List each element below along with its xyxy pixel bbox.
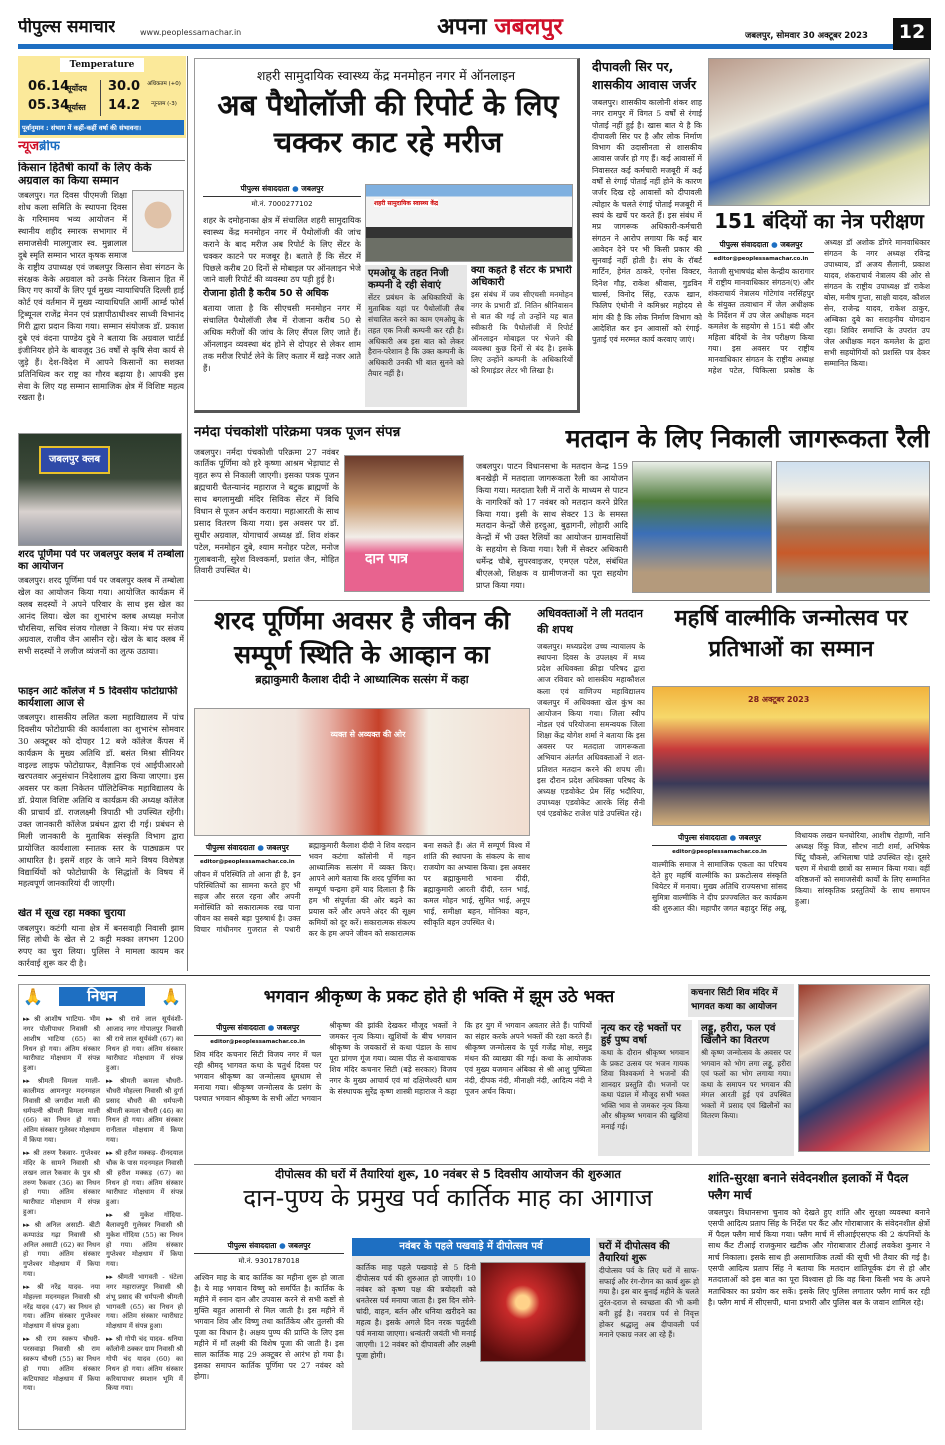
article-narmada bbox=[194, 425, 466, 595]
obituary-text: श्रीमती विमला माली- कालीमठ आमनपुर मदनमहल निवासी श्री जगदीश माली की धर्मपत्नी श्रीमती विमला माली (66) का निधन हो गया। अंतिम संस्कार गुलेस्वर मोक्षधाम में किया गया। bbox=[23, 1077, 100, 1145]
article-flagmarch bbox=[708, 1170, 930, 1430]
weather-box bbox=[18, 56, 186, 138]
deepotsav-box bbox=[352, 1238, 590, 1430]
headline: महर्षि वाल्मीकि जन्मोत्सव पर प्रतिभाओं का सम्मान bbox=[674, 606, 908, 662]
portrait-photo bbox=[132, 190, 184, 252]
obituary-text: श्री तरुण रैकवार- गुप्तेश्वर मंदिर के सामने निवासी श्री लखन लाल रैकवार के पुत्र श्री तरुण रैकवार (36) का निधन हो गया। अंतिम संस्कार ग्वारीघाट मोक्षधाम में संपन्न हुआ। bbox=[23, 1148, 100, 1217]
obituary-item bbox=[23, 1149, 100, 1218]
website-link[interactable]: www.peoplessamachar.in bbox=[140, 28, 242, 37]
byline-name: पीपुल्स संवाददाता bbox=[216, 1023, 266, 1032]
dot-icon: ● bbox=[729, 833, 737, 842]
article-netra bbox=[708, 210, 930, 413]
obituary-item bbox=[23, 1283, 100, 1332]
obituary-item bbox=[106, 1015, 183, 1074]
article-body: जबलपुर। शासकीय कालोनी शंकर शाह नगर रामपुर में विगत 5 वर्षों से रंगाई पोताई नहीं हुई है। खास बात ये है कि दीपावली सिर पर है और लोक निर्माण विभाग की उदासीनता से शासकीय आवास जर्जर हो गए हैं। कई आवासों में निवासरत कई कर्मचारी मजबूरी में कई वर्षों से रंगाई पोताई नहीं होने के कारण जर्जर दिख रहे आवासों को दीपावली त्योहार के चलते रंगाई पोताई मजबूरी में स्वयं के खर्चे पर करते हैं। इस संबंध में मप्र जागरूक अधिकारी-कर्मचारी संगठन ने आरोप लगाया कि कई बार आवेदन देने पर भी किसी प्रकार की सुनवाई नहीं होती है। संघ के रॉबर्ट मार्टिन, हेमंत ठाकरे, एनोस विक्टर, दिनेश गौड़, राकेश श्रीवास, गुडविन चार्ल्स, विनोद सिंह, रऊफ खान, फिलिप एंथोनी ने कमिश्नर महोदय से मांग की है कि लोक निर्माण विभाग को आदेशित कर इन आवासों को रंगाई-पुताई एवं मरम्मत कार्य करवाए जाएं। bbox=[592, 98, 702, 345]
article-makka bbox=[18, 908, 184, 970]
reporter-email[interactable]: editor@peoplessamachar.co.in bbox=[713, 256, 809, 262]
weather-divider bbox=[100, 80, 101, 116]
article-tambola bbox=[18, 549, 184, 679]
arrow-icon: ▸▸ bbox=[23, 1077, 38, 1086]
min-temp: 14.2 bbox=[108, 99, 141, 113]
obituary-list bbox=[23, 1015, 183, 1425]
byline-name: पीपुल्स संवाददाता bbox=[719, 240, 769, 249]
headline: खेत में सूख रहा मक्का चुराया bbox=[18, 908, 126, 919]
article-body-2: बताया जाता है कि सीएचसी मनमोहन नगर में संचालित पैथोलॉजी लैब में रोजाना करीब 50 से अधिक मरीजों की जांच के लिए सैंपल लिए जाते हैं। ऑनलाइन व्यवस्था बंद होने से दोपहर से लेकर शाम तक मरीज रिपोर्ट लेने के लिए कतार में खड़े नजर आते हैं। bbox=[203, 303, 361, 373]
side-kicker: कचनार सिटी शिव मंदिर में भागवत कथा का आयोजन bbox=[688, 984, 794, 1017]
sunset-time: 05.34 bbox=[28, 99, 70, 113]
byline bbox=[194, 1023, 321, 1036]
headline: शांति-सुरक्षा बनाने संवेदनशील इलाकों में पैदल फ्लैग मार्च bbox=[708, 1171, 909, 1202]
article-body: जबलपुर। शासकीय ललित कला महाविद्यालय में पांच दिवसीय फोटोग्राफी की कार्यशाला का शुभारंभ सोमवार 30 अक्टूबर को दोपहर 12 बजे कॉलेज कैंपस में कार्यक्रम के मुख्य अतिथि डॉ. बसंत मिश्रा सीनियर वाइल्ड लाइफ फोटोग्राफर, वैज्ञानिक एवं आईपीआरओ खरपतवार अनुसंधान निदेशालय द्वारा किया जाएगा। इस अवसर पर कला निकेतन पॉलिटेक्निक महाविद्यालय के डॉ. प्रेयाल विशिष्ट अतिथि व कार्यक्रम की अध्यक्ष कॉलेज की प्राचार्य डॉ. राजलक्ष्मी त्रिपाठी भी उपस्थित रहेंगी। उक्त जानकारी कॉलेज प्रबंधन द्वारा दी गई। प्रबंधन से मिली जानकारी के मुताबिक संस्कृति विभाग द्वारा प्रायोजित कार्यशाला स्नातक स्तर के पाठ्यक्रम पर आधारित है। इसमें शहर के जाने माने विषय विशेषज्ञ विद्यार्थियों को फोटोग्राफी के सिद्धांतों के विषय में महत्वपूर्ण जानकारियां दी जाएगी। bbox=[18, 712, 184, 889]
article-body-4: इस संबंध में जब सीएचसी मनमोहन नगर के प्रभारी डॉ. नितिन श्रीनिवासन से बात की गई तो उन्होंने यह बात स्वीकारी कि पैथोलॉजी में रिपोर्ट ऑनलाइन मोबाइल पर भेजने की व्यवस्था कुछ दिनों से बंद है। इसके लिए उन्होंने कम्पनी के अधिकारियों को रिमाइंडर लेटर भी लिखा है। bbox=[471, 290, 573, 376]
sidebar-mou bbox=[365, 265, 467, 407]
reporter-phone: मो.नं. 9301787018 bbox=[238, 1257, 300, 1265]
reporter-email[interactable]: editor@peoplessamachar.co.in bbox=[199, 859, 295, 865]
article-body: जबलपुर। विधानसभा चुनाव को देखते हुए शांति और सुरक्षा व्यवस्था बनाने एसपी आदित्य प्रताप सिंह के निर्देश पर कैंट और गोराबाजार के संवेदनशील क्षेत्रों में पैदल फ्लैग मार्च किया गया। फ्लैग मार्च में सीआईएसएफ की 2 कंपनियों के साथ कैंट टीआई राजकुमार खटीक और गोराबाजार टीआई लवकेश कुमार ने मार्च निकाला। इसके साथ ही असामाजिक तत्वों की सूची भी तैयार की गई है। एसपी आदित्य प्रताप सिंह ने बताया कि मतदान शांतिपूर्वक ढंग से हो और मतदाताओं को इस बात का पूरा विश्वास हो कि वह बिना किसी भय के अपने मताधिकार का प्रयोग कर सकें। इसके लिए पुलिस लगातार फ्लैग मार्च कर रही है। फ्लैग मार्च में सीएसपी, थाना प्रभारी और पुलिस बल के जवान शामिल रहे। bbox=[708, 1207, 930, 1307]
article-awas bbox=[592, 58, 702, 413]
sidebar-pushp-varsha bbox=[598, 1020, 692, 1156]
issue-date: जबलपुर, सोमवार 30 अक्टूबर 2023 bbox=[745, 31, 868, 41]
arrow-icon: ▸▸ bbox=[23, 1282, 37, 1291]
article-body: अश्विन माह के बाद कार्तिक का महीना शुरू हो जाता है। ये माह भगवान विष्णु को समर्पित है। कार्तिक के महीने में स्नान दान और उपवास करने से सभी कष्टों से मुक्ति बहुत आसानी से मिल जाती है। इस महीने में भगवान शिव और विष्णु तथा कार्तिकेय और तुलसी की पूजा का विधान है। अक्षय पुण्य की प्राप्ति के लिए इस महीने में माँ लक्ष्मी की विशेष पूजा की जाती है। इस साल कार्तिक माह 29 अक्टूबर से आरंभ हो गया है। इसका समापन कार्तिक पूर्णिमा पर 27 नवंबर को होगा। bbox=[194, 1273, 344, 1381]
byline-city: जबलपुर bbox=[780, 240, 803, 249]
article-adhivakta bbox=[537, 606, 645, 964]
obituary-text: श्री मुकेश गोंदिया- बैलावपुरी गुलेस्वर निवासी श्री मुकेश गोंदिया (55) का निधन हो गया। अंतिम संस्कार गुप्तेश्वर मोक्षधाम में किया गया। bbox=[106, 1211, 183, 1269]
eye-camp-photo bbox=[708, 58, 930, 206]
article-pathology bbox=[194, 58, 580, 413]
article-columns bbox=[708, 237, 930, 407]
byline bbox=[194, 1241, 344, 1254]
obituary-item bbox=[106, 1077, 183, 1146]
headline: फाइन आर्ट कॉलेज में 5 दिवसीय फोटोग्राफी कार्यशाला आज से bbox=[18, 686, 178, 709]
obituary-text: श्री राम स्वरूप चौधरी- परसवाड़ा निवासी श्री राम स्वरूप चौधरी (55) का निधन हो गया। अंतिम संस्कार कटियाघाट मोक्षधाम में किया गया। bbox=[23, 1335, 100, 1393]
article-body: शिव मंदिर कचनार सिटी विजय नगर में चल रही श्रीमद् भागवत कथा के चतुर्थ दिवस पर भगवान श्रीकृष्ण का जन्मोत्सव धूमधाम से मनाया गया। श्रीकृष्ण जन्मोत्सव के प्रसंग के पश्चात भगवान श्रीकृष्ण के सभी ओंटा भगवान श्रीकृष्ण की झांकी देखकर मौजूद भक्तों ने जमकर नृत्य किया। खुशियों के बीच भगवान श्रीकृष्ण के जयकारों से कथा पंडाल के साथ पूरा प्रांगण गूंज गया। व्यास पीठ से कथावाचक शिव मंदिर कचनार सिटी (बड़े सरकार) विजय नगर के मुख्य आचार्य एवं मां दक्षिणेश्वरी धाम के संस्थापक सुरेंद्र कृष्ण शास्त्री महाराज ने कहा कि हर युग में भगवान अवतार लेते हैं। पापियों का संहार करके अपने भक्तों की रक्षा करते हैं। श्रीकृष्ण जन्मोत्सव के पूर्व गजेंद्र मोक्ष, समुद्र मंथन की व्याख्या की गई। कथा के आयोजक एवं मुख्य यजमान अंबिका से श्री आशु पुष्पिता नंदी, दीपक नंदी, मीनाक्षी नंदी, आदित्य नंदी ने पूजन अर्चन किया। bbox=[194, 1021, 592, 1103]
brief-rule bbox=[18, 160, 185, 161]
obituary-item bbox=[23, 1077, 100, 1146]
arrow-icon: ▸▸ bbox=[106, 1077, 120, 1086]
arrow-icon: ▸▸ bbox=[106, 1211, 124, 1220]
obituary-text: श्री अनिल असाटी- बीटी कम्पाउंड गढ़ा निवासी श्री अनिल असाटी (62) का निधन हो गया। अंतिम संस्कार गुप्तेश्वर मोक्षधाम में किया गया। bbox=[23, 1220, 101, 1279]
dot-icon: ● bbox=[257, 843, 264, 852]
rally-photo-1 bbox=[632, 461, 772, 593]
article-kartik bbox=[194, 1168, 702, 1430]
column-divider bbox=[187, 56, 188, 971]
article-fineart bbox=[18, 686, 184, 906]
newspaper-logo: पीपुल्स समाचार bbox=[18, 18, 116, 37]
arrow-icon: ▸▸ bbox=[23, 1335, 36, 1344]
photo-sign: दान पात्र bbox=[365, 551, 409, 567]
masthead-rule bbox=[18, 44, 893, 49]
weather-forecast: पूर्वानुमान : संभाग में कहीं-कहीं वर्षा की संभावना। bbox=[20, 120, 184, 135]
masthead bbox=[0, 0, 945, 50]
byline-city: जबलपुर bbox=[301, 184, 324, 193]
sunset-label: सूर्यास्त bbox=[66, 103, 86, 112]
obituary-box bbox=[18, 984, 186, 1430]
byline-city: जबलपुर bbox=[738, 833, 761, 842]
health-centre-photo bbox=[365, 184, 573, 262]
club-photo bbox=[18, 433, 182, 546]
section-rule-2 bbox=[194, 1164, 930, 1165]
obituary-header bbox=[19, 985, 185, 1011]
headline: मतदान के लिए निकाली जागरूकता रैली bbox=[565, 425, 930, 453]
sub-body: दीपोत्सव पर्व के लिए घरों में साफ-सफाई और रंग-रोगन का कार्य शुरू हो गया है। इस बार बुनाई महीने के चलते तुरंत-दराज से स्वच्छता की भी कमी बनी हुई है। नवरात्र पर्व से निवृत्त होकर श्रद्धालु अब दीपावली पर्व मनाने एकाग्र नजर आ रहे हैं। bbox=[599, 1266, 699, 1340]
subhead: घरों में दीपोत्सव की तैयारियां शुरू bbox=[599, 1241, 670, 1264]
article-body: जबलपुर। कटंगी थाना क्षेत्र में बनसवाही निवासी झाम सिंह लोधी के खेत से 2 कट्टी मक्का लगभग 1200 रुपए का चुरा लिया। पुलिस ने मामला कायम कर कार्रवाई शुरू कर दी है। bbox=[18, 922, 184, 969]
max-temp-label: अधिकतम (+0) bbox=[147, 81, 181, 87]
obituary-item bbox=[106, 1211, 183, 1270]
byline-city: जबलपुर bbox=[276, 1023, 300, 1032]
headline: 151 बंदियों का नेत्र परीक्षण bbox=[714, 210, 924, 233]
satsang-photo bbox=[194, 708, 530, 836]
sunrise-label: सूर्योदय bbox=[66, 84, 88, 93]
obituary-text: श्रीमती भागवती - घंटेला नगर महाराजपुर निवासी श्री शंभू प्रसाद की धर्मपत्नी श्रीमती भागवती (65) का निधन हो गया। अंतिम संस्कार ग्वारीघाट मोक्षधाम में संपन्न हुआ। bbox=[106, 1273, 183, 1331]
subhead: नृत्य कर रहे भक्तों पर हुई पुष्प वर्षा bbox=[601, 1023, 681, 1046]
folded-hands-icon: 🙏 bbox=[23, 987, 43, 1006]
left-col bbox=[203, 181, 361, 409]
section-title-part1: अपना bbox=[437, 14, 487, 40]
subhead: लड्डू, हरीरा, फल एवं खिलौने का वितरण bbox=[701, 1023, 776, 1046]
arrow-icon: ▸▸ bbox=[106, 1148, 116, 1157]
headline: दीपावली सिर पर, शासकीय आवास जर्जर bbox=[592, 59, 697, 92]
headline: नर्मदा पंचकोशी परिक्रमा पत्रक पूजन संपन्न bbox=[194, 425, 401, 440]
article-body: शहर के दमोहनाका क्षेत्र में संचालित शहरी सामुदायिक स्वास्थ्य केंद्र मनमोहन नगर में पैथोलॉजी की जांच कराने के बाद मरीज अब रिपोर्ट के लिए सेंटर के चक्कर काटने पर मजबूर है। बताते हैं कि सेंटर में पिछले करीब 20 दिनों से मोबाइल पर ऑनलाइन भेजे जाने वाली रिपोर्ट की व्यवस्था ठप पड़ी हुई है। bbox=[203, 215, 361, 285]
headline: भगवान श्रीकृष्ण के प्रकट होते ही भक्ति में झूम उठे भक्त bbox=[263, 987, 615, 1007]
arrow-icon: ▸▸ bbox=[23, 1220, 35, 1229]
obituary-text: श्रीमती कमला चौधरी- चौधरी मोहल्ला निवासी श्री दुर्गा प्रसाद चौधरी की धर्मपत्नी श्रीमती कमला चौधरी (46) का निधन हो गया। अंतिम संस्कार रानीताल मोक्षधाम में किया गया। bbox=[106, 1077, 183, 1145]
obituary-text: श्री नरेंद्र यादव- नया मोहल्ला मदनमहल निवासी श्री नरेंद्र यादव (47) का निधन हो गया। अंतिम संस्कार गुप्तेश्वर मोक्षधाम में संपन्न हुआ। bbox=[23, 1282, 100, 1331]
article-body-3: सेंटर प्रबंधन के अधिकारियों के मुताबिक यहां पर पैथोलॉजी लैब संचालित करने का काम एमओयू के तहत एक निजी कम्पनी कर रही है। अधिकारी अब इस बात को लेकर हैरान-परेशान है कि उक्त कम्पनी के अधिकारी उनकी भी बात सुनने को तैयार नहीं है। bbox=[368, 293, 464, 379]
section-rule bbox=[18, 975, 930, 976]
dot-icon: ● bbox=[771, 240, 778, 249]
puja-photo bbox=[344, 455, 464, 592]
banner-text: व्यक्त से अव्यक्त की ओर bbox=[330, 730, 406, 739]
banner-date: 28 अक्टूबर 2023 bbox=[748, 695, 810, 704]
rally-photo-2 bbox=[776, 461, 930, 593]
byline-city: जबलपुर bbox=[266, 843, 289, 852]
headline: दान-पुण्य के प्रमुख पर्व कार्तिक माह का आगाज bbox=[243, 1184, 653, 1213]
obituary-text: श्री हरीश मक्कड़- दीनदयाल चौक के पास मदनमहल निवासी श्री हरीश मक्कड़ (67) का निधन हो गया। अंतिम संस्कार ग्वारीघाट मोक्षधाम में संपन्न हुआ। bbox=[106, 1148, 183, 1207]
arrow-icon: ▸▸ bbox=[106, 1015, 119, 1023]
article-matdan bbox=[476, 425, 930, 595]
page-number: 12 bbox=[893, 18, 931, 50]
news-brief-part2: ब्रीफ bbox=[39, 140, 60, 154]
byline bbox=[194, 843, 301, 856]
sunrise-time: 06.14 bbox=[28, 80, 70, 94]
headline: किसान हितैषी कार्यों के लिए केके अग्रवाल का किया सम्मान bbox=[18, 162, 152, 187]
obituary-item bbox=[23, 1015, 100, 1074]
row-rule bbox=[194, 600, 930, 601]
obituary-item bbox=[23, 1221, 100, 1280]
article-columns bbox=[194, 1020, 592, 1156]
article-krishna bbox=[194, 984, 930, 1156]
article-body: जबलपुर। नर्मदा पंचकोशी परिक्रमा 27 नवंबर कार्तिक पूर्णिमा को हरे कृष्णा आश्रम भेड़ाघाट से वृहत रूप से निकाली जाएगी। इसका पत्रक पूजन ब्रह्मचारी चैतन्यानंद महाराज ने बटुक ब्राह्मणों के साथ बगलामुखी मंदिर सिविक सेंटर में विधि विधान से पूजन अर्चन कराया। महाआरती के साथ प्रसाद वितरण किया गया। इस अवसर पर डॉ. सुधीर अग्रवाल, योगाचार्य अध्यक्ष डॉ. शिव शंकर पटेल, मनमोहन दुबे, श्याम मनोहर पटेल, मनोज गुलाबवानी, सुरेश विश्वकर्मा, प्रशांत जैन, मोहित तिवारी उपस्थित थे। bbox=[194, 446, 339, 576]
bhagwat-katha-photo bbox=[798, 984, 930, 1152]
reporter-email[interactable]: editor@peoplessamachar.co.in bbox=[672, 849, 767, 855]
section-title-part2: जबलपुर bbox=[494, 14, 563, 40]
dot-icon: ● bbox=[292, 184, 299, 193]
article-body: जबलपुर। गत दिवस पीएमजी शिक्षा शोध कला समिति के स्थापना दिवस के गरिमामय भव्य आयोजन में स्थानीय शहीद स्मारक सभागार में समाजसेवी मालगुजार स्व. मुन्नालाल दुबे स्मृति सम्मान भारत कृषक समाज के राष्ट्रीय उपाध्यक्ष एवं जबलपुर किसान सेवा संगठन के संरक्षक केके अग्रवाल को उनके निरंतर किसान हित में किए गए कार्यों के लिए पूर्व मुख्य न्यायाधिपति दिल्ली हाई कोर्ट एवं वर्तमान में मुख्य न्यायाधिपति आर्मी आर्म्ड फोर्स ट्रिब्यूनल राजेंद्र मेनन एवं प्रज्ञापीठाधीश्वर साध्वी विभानंद गिरी द्वारा प्रदान किया गया। सम्मान संयोजक डॉ. प्रकाश दुबे एवं वंदना पाण्डेय दुबे ने बताया कि अग्रवाल चार्टर्ड इंजीनियर होने के बावजूद 36 वर्षों से कृषि सेवा कार्य से जुड़े हैं। देश-विदेश में आपने किसानों का सशक्त प्रतिनिधित्व कर राष्ट्र का गौरव बढ़ाया है। आपकी इस सेवा के लिए यह सम्मान सामाजिक क्षेत्र में विशिष्ट महत्व रखता है। bbox=[18, 190, 184, 403]
obituary-item bbox=[106, 1335, 183, 1394]
obituary-item bbox=[106, 1273, 183, 1332]
obituary-text: श्री आशीष भाटिया- भीम नगर पोलीपाथर निवासी श्री आशीष भाटिया (65) का निधन हो गया। अंतिम संस्कार ग्वारीघाट मोक्षधाम में संपन्न हुआ। bbox=[23, 1015, 100, 1073]
arrow-icon: ▸▸ bbox=[106, 1335, 116, 1344]
article-kisan bbox=[18, 162, 184, 428]
subhead: क्या कहते है सेंटर के प्रभारी अधिकारी bbox=[471, 265, 572, 288]
dot-icon: ● bbox=[279, 1241, 286, 1250]
kicker: शहरी सामुदायिक स्वास्थ्य केंद्र मनमोहन नगर में ऑनलाइन bbox=[256, 68, 516, 83]
headline: शरद पूर्णिमा अवसर है जीवन की सम्पूर्ण स्थिति के आव्हान का bbox=[213, 606, 511, 669]
headline: शरद पूर्णिमा पर्व पर जबलपुर क्लब में तम्बोला का आयोजन bbox=[18, 549, 184, 572]
byline bbox=[708, 240, 814, 253]
article-body: जबलपुर। शरद पूर्णिमा पर्व पर जबलपुर क्लब में तम्बोला खेल का आयोजन किया गया। आयोजित कार्यक्रम में क्लब सदस्यों ने अपने परिवार के साथ इस खेल का आनंद लिया। खेल का शुभारंभ क्लब अध्यक्ष मनोज चौरसिया, सचिव संजय गोलछा ने किया। मंच पर संजय अग्रवाल, राजीव जैन आसीन रहे। खेल के बाद क्लब में सभी सदस्यों ने लजीज व्यंजनों का लुत्फ उठाया। bbox=[18, 575, 184, 657]
obituary-title: निधन bbox=[59, 987, 145, 1006]
arrow-icon: ▸▸ bbox=[106, 1273, 118, 1282]
byline-city: जबलपुर bbox=[288, 1241, 311, 1250]
dot-icon: ● bbox=[267, 1023, 275, 1032]
sub-body: कथा के दौरान श्रीकृष्ण भगवान के प्रकट उत्सव पर भजन गायक शिवा विश्वकर्मा ने भजनों की शानदार प्रस्तुति दी। भजनों पर कथा पंडाल में मौजूद सभी भक्त भक्ति भाव से जमकर नृत्य किया और श्रीकृष्ण भगवान की खुशियां मनाई गई। bbox=[601, 1048, 689, 1132]
photo-sign: शहरी सामुदायिक स्वास्थ्य केंद्र bbox=[374, 200, 439, 207]
news-brief-label bbox=[18, 140, 60, 155]
headline: अब पैथोलॉजी की रिपोर्ट के लिए चक्कर काट रहे मरीज bbox=[217, 88, 559, 160]
article-body: जीवन में परिस्थिति तो आना ही है, इन परिस्थितियों का सामना करते हुए भी सहज और सरल रहना और अपनी मनोस्थिति को सकारात्मक रख पाना जीवन का सबसे बड़ा पुरुषार्थ है। उक्त विचार गांधीनगर गुजरात से पधारी ब्रह्माकुमारी कैलाश दीदी ने शिव वरदान भवन कटंगा कॉलोनी में गहन आध्यात्मिक सत्संग में व्यक्त किए। आपने आगे बताया कि शरद पूर्णिमा का सम्पूर्ण चन्द्रमा हमें याद दिलाता है कि हम भी संपूर्णता की ओर बढ़ने का प्रयास करें और अपने अंदर की सूक्ष्म कमियों को दूर करें। सकारात्मक संकल्प कर के हम अपने जीवन को सकारात्मक बना सकते हैं। अंत में सम्पूर्ण विश्व में शांति की स्थापना के संकल्प के साथ राजयोग का अभ्यास किया। इस अवसर पर ब्रह्माकुमारी भावना दीदी, ब्रह्माकुमारी आरती दीदी, रतन भाई, कमल मोहन भाई, सुमित भाई, अनूप भाई, समीक्षा बहन, मोनिका बहन, स्वीकृति बहन उपस्थित थे। bbox=[194, 841, 530, 938]
kicker: ब्रह्माकुमारी कैलाश दीदी ने आध्यात्मिक सत्संग में कहा bbox=[255, 672, 469, 686]
min-temp-label: न्यूनतम (-3) bbox=[151, 101, 177, 107]
box-body: कार्तिक माह पहले पखवाड़े से 5 दिनी दीपोत्सव पर्व की शुरुआत हो जाएगी। 10 नवंबर को कृष्ण पक्ष की त्रयोदशी को धनतेरस पर्व मनाया जाता है। इस दिन सोने-चांदी, वाहन, बर्तन और धनिया खरीदने का महत्व है। इसके अगले दिन नरक चतुर्दशी पर्व मनाया जाएगा। धन्वंतरी जयंती भी मनाई जाएगी। 12 नवंबर को दीपावली और लक्ष्मी पूजा होगी। bbox=[356, 1263, 476, 1360]
byline-name: पीपुल्स संवाददाता bbox=[240, 184, 290, 193]
weather-title: Temperature bbox=[60, 58, 144, 72]
article-body: जबलपुर। मध्यप्रदेश उच्च न्यायालय के स्थापना दिवस के उपलक्ष्य में मध्य प्रदेश अधिवक्ता क्रीड़ा परिषद द्वारा आज रविवार को शासकीय महाकौशल कला एवं वाणिज्य महाविद्यालय जबलपुर में अधिवक्ता खेल कुंभ का आयोजन किया गया। जिला स्वीप नोडल एवं परियोजना समन्वयक जिला शिक्षा केंद्र योगेश शर्मा ने बताया कि इस अवसर पर मतदाता जागरूकता अभियान अंतर्गत अधिवक्ताओं ने शत-प्रतिशत मतदान करने की शपथ ली। इस दौरान प्रदेश अधिवक्ता परिषद के अध्यक्ष एडवोकेट प्रेम सिंह भदौरिया, उपाध्यक्ष एडवोकेट आरके सिंह सैनी एवं एडवोकेट राजेश पांडे उपस्थित रहे। bbox=[537, 641, 645, 819]
obituary-text: श्री गोपी चंद यादव- धनिया कॉलोनी ठक्कर ग्राम निवासी श्री गोपी चंद यादव (60) का निधन हो गया। अंतिम संस्कार करियापाथर स्मशान भूमि में किया गया। bbox=[106, 1335, 183, 1393]
arrow-icon: ▸▸ bbox=[23, 1148, 34, 1157]
article-sharad bbox=[194, 604, 530, 964]
article-body: नेताजी सुभाषचंद्र बोस केन्द्रीय कारागार में राष्ट्रीय मानवाधिकार संगठन(ए) और शंकराचार्य नेत्रालय गोटेगांव नरसिंहपुर के संयुक्त तत्वाधान में जेल अधीक्षक के निर्देशन में उप जेल अधीक्षक मदन कमलेश के सहयोग से 151 बंदी और महिला बंदियों के नेत्र परीक्षण किया गया। इस अवसर पर राष्ट्रीय मानवाधिकार संगठन के राष्ट्रीय अध्यक्ष महेश पटेल, चिकित्सा प्रकोष्ठ के अध्यक्ष डॉ अशोक डोंगरे मानवाधिकार संगठन के नगर अध्यक्ष रविन्द्र उपाध्याय, डॉ अजय सैलानी, प्रकाश यादव, शंकराचार्य नेत्रालय की ओर से संगठन के राष्ट्रीय उपाध्यक्ष डॉ राकेश बोस, मनीष गुप्ता, साक्षी यादव, कौशल सेन, राजेन्द्र यादव, राकेश ठाकुर, अम्बिका दुबे का सराहनीय योगदान रहा। शिविर समाप्ति के उपरांत उप जेल अधीक्षक मदन कमलेश के द्वारा सभी सहयोगियों को प्रशस्ति पत्र देकर सम्मानित किया। bbox=[708, 238, 930, 375]
left-col bbox=[194, 1238, 344, 1430]
subhead: रोजाना होती है करीब 50 से अधिक bbox=[203, 288, 329, 300]
article-body: जबलपुर। पाटन विधानसभा के मतदान केन्द्र 159 बनखेड़ी में मतदाता जागरूकता रैली का आयोजन किया गया। मतदाता रैली में नारों के माध्यम से पाटन के नागरिकों को 17 नवंबर को मतदान करने प्रेरित किया गया। इसी के साथ सेक्टर 13 के समस्त मतदान केन्द्रों जैसे हरदुआ, बुढ़ागनी, लोहारी आदि केन्द्रों में भी उक्त रैलियों का आयोजन ग्रामवासियों के सहयोग से किया गया। रैली में सेक्टर अधिकारी धर्मेन्द्र चौबे, सुपरवाइजर, एमएल पटेल, संबंधित बीएलओ, शिक्षक व ग्रामीणजनों का पूरा सहयोग प्राप्त किया गया। bbox=[476, 461, 628, 590]
sub-body: श्री कृष्ण जन्मोत्सव के अवसर पर भगवान को भोग लगा लड्डू, हरीरा एवं फलों का भोग लगाया गया। कथा के समापन पर भगवान की मंगल आरती हुई एवं उपस्थित भक्तों में प्रसाद एवं खिलौनों का वितरण किया। bbox=[701, 1048, 791, 1121]
photo-sign: जबलपुर क्लब bbox=[39, 446, 110, 474]
obituary-item bbox=[106, 1149, 183, 1208]
folded-hands-icon: 🙏 bbox=[161, 987, 181, 1006]
max-temp: 30.0 bbox=[108, 80, 141, 94]
obituary-text: श्री राधे लाल सूर्यवंशी- आजाद नगर गोपालपुर निवासी श्री राधे लाल सूर्यवंशी (67) का निधन हो गया। अंतिम संस्कार ग्वारीघाट मोक्षधाम में संपन्न हुआ। bbox=[106, 1015, 183, 1073]
byline-name: पीपुल्स संवाददाता bbox=[678, 833, 727, 842]
section-title bbox=[400, 14, 600, 40]
reporter-email[interactable]: editor@peoplessamachar.co.in bbox=[210, 1039, 306, 1045]
article-columns bbox=[652, 830, 930, 964]
headline: अधिवक्ताओं ने ली मतदान की शपथ bbox=[537, 607, 643, 636]
diya-photo bbox=[480, 1262, 586, 1362]
kicker: दीपोत्सव की घरों में तैयारियां शुरू, 10 नवंबर से 5 दिवसीय आयोजन की शुरुआत bbox=[275, 1168, 621, 1181]
subhead: एमओयू के तहत निजी कम्पनी दे रही सेवाएं bbox=[368, 268, 449, 291]
reporter-phone: मो.नं. 7000277102 bbox=[251, 200, 313, 208]
article-body: वाल्मीकि समाज ने सामाजिक एकता का परिचय देते हुए महर्षि वाल्मीकि का प्रकटोत्सव संस्कृति थियेटर में मनाया। मुख्य अतिथि राज्यसभा सांसद सुमित्रा वाल्मीकि ने दीप प्रज्ज्वलित कर कार्यक्रम की शुरुआत की। महापौर जगत बहादुर सिंह अन्नू, विधायक लखन घनघोरिया, आशीष रोहाणी, नानि अध्यक्ष रिंकू विज, सौरभ नाटी शर्मा, अभिषेक चिंटू चौकसे, अभिलाषा पांडे उपस्थित रहे। दूसरे चरण में मेधावी छात्रों का सम्मान किया गया। वहीं वरिष्ठजनों को समाजसेवी कार्यों के लिए सम्मानित किया। सांस्कृतिक प्रस्तुतियों के साथ समापन हुआ। bbox=[652, 831, 930, 913]
byline-name: पीपुल्स संवाददाता bbox=[227, 1241, 277, 1250]
article-valmiki bbox=[652, 604, 930, 964]
article-columns bbox=[194, 840, 530, 964]
news-brief-part1: न्यूज bbox=[18, 140, 40, 154]
sidebar-vitaran bbox=[698, 1020, 794, 1156]
arrow-icon: ▸▸ bbox=[23, 1015, 34, 1023]
byline bbox=[652, 833, 787, 846]
sidebar-taiyari bbox=[596, 1238, 702, 1430]
byline bbox=[203, 184, 361, 197]
sidebar-incharge bbox=[471, 265, 573, 407]
obituary-item bbox=[23, 1335, 100, 1394]
box-title: नवंबर के पहले पखवाड़े में दीपोत्सव पर्व bbox=[352, 1238, 590, 1256]
byline-name: पीपुल्स संवाददाता bbox=[205, 843, 255, 852]
felicitation-photo bbox=[652, 686, 930, 826]
